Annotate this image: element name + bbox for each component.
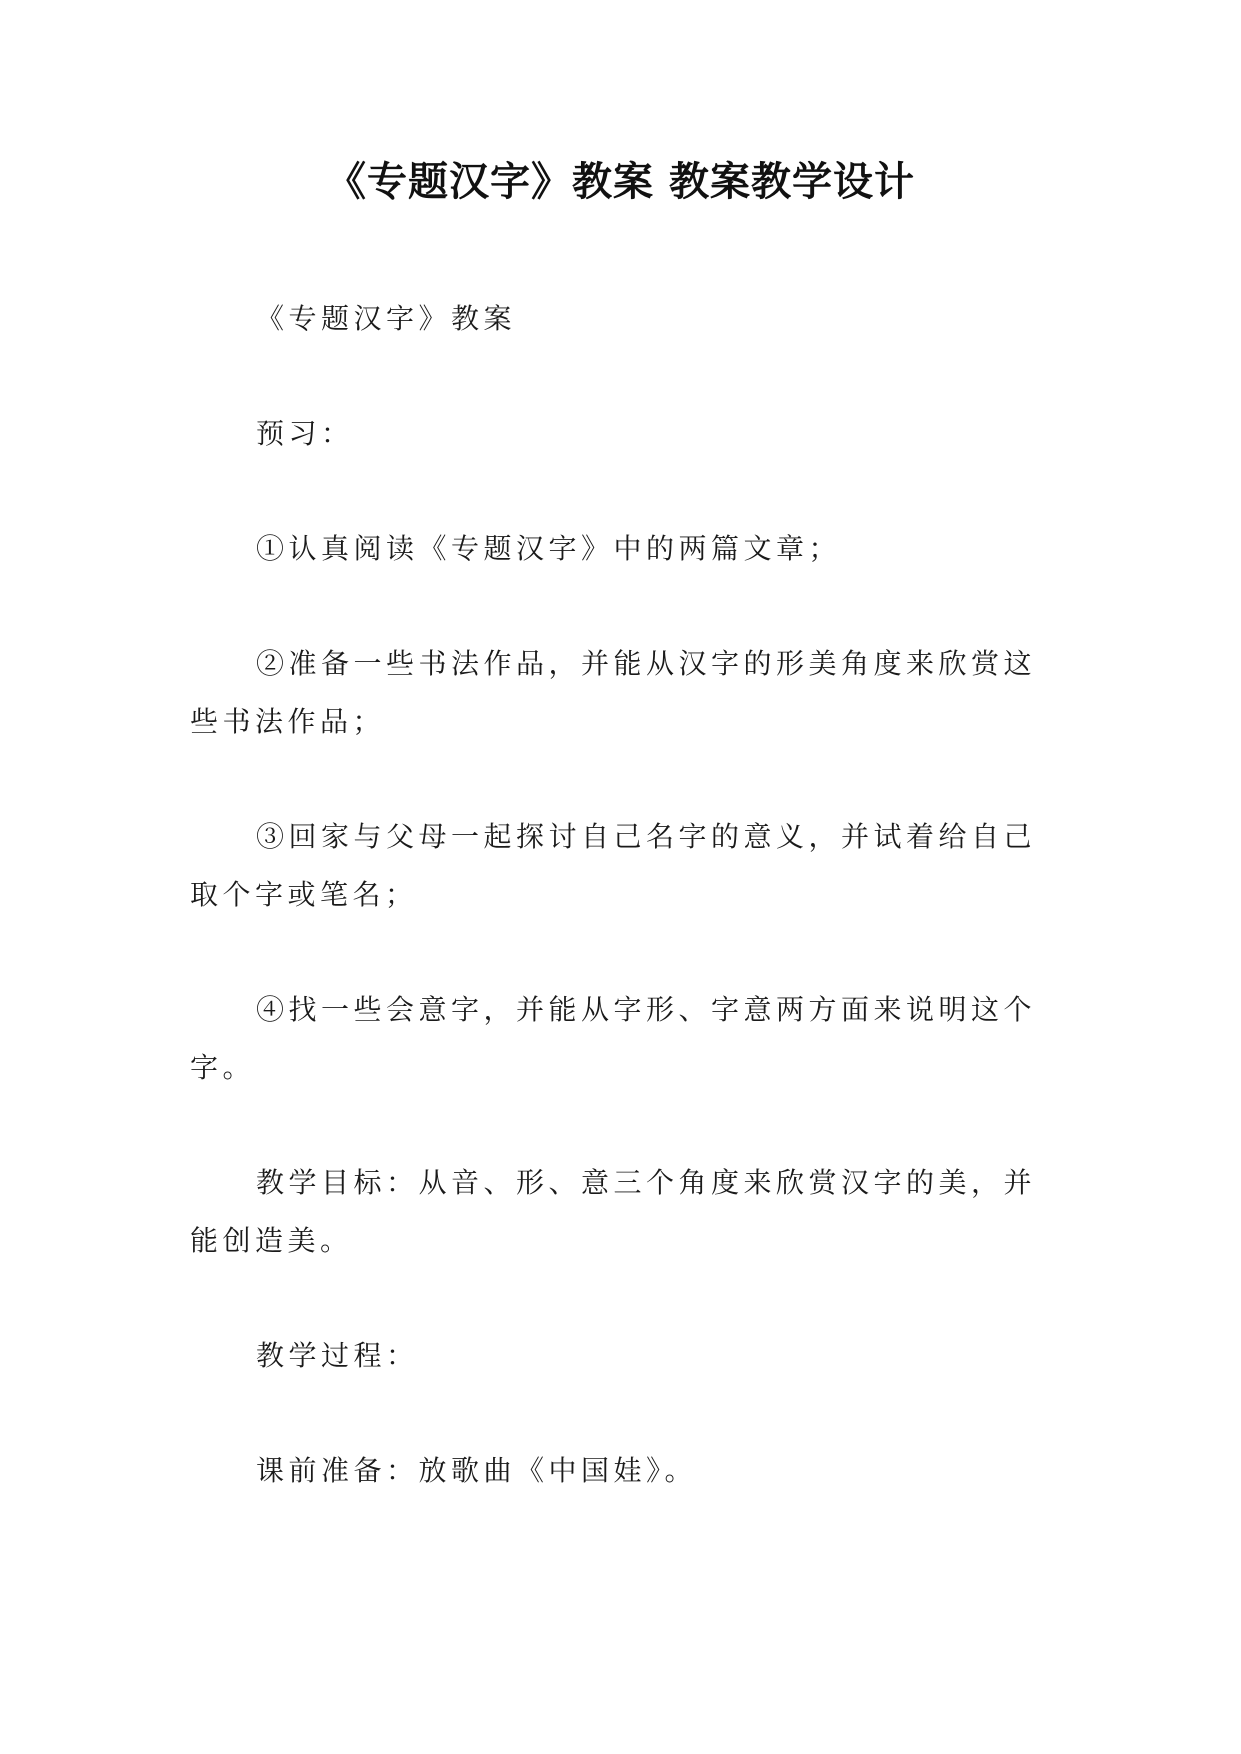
paragraph-preview-item-4: ④找一些会意字，并能从字形、字意两方面来说明这个字。 [190,993,1037,1084]
paragraph-preview-heading: 预习： [256,417,354,450]
paragraph-teaching-goal: 教学目标：从音、形、意三个角度来欣赏汉字的美，并能创造美。 [190,1166,1037,1257]
paragraph-teaching-process: 教学过程： [256,1339,419,1372]
document-title: 《专题汉字》教案 教案教学设计 [326,159,915,205]
paragraph-preview-item-1: ①认真阅读《专题汉字》中的两篇文章； [256,532,842,565]
paragraph-preparation: 课前准备：放歌曲《中国娃》。 [256,1454,698,1487]
paragraph-preview-item-2: ②准备一些书法作品，并能从汉字的形美角度来欣赏这些书法作品； [190,647,1037,738]
paragraph-subtitle: 《专题汉字》教案 [256,302,517,335]
paragraph-preview-item-3: ③回家与父母一起探讨自己名字的意义，并试着给自己取个字或笔名； [190,820,1037,911]
